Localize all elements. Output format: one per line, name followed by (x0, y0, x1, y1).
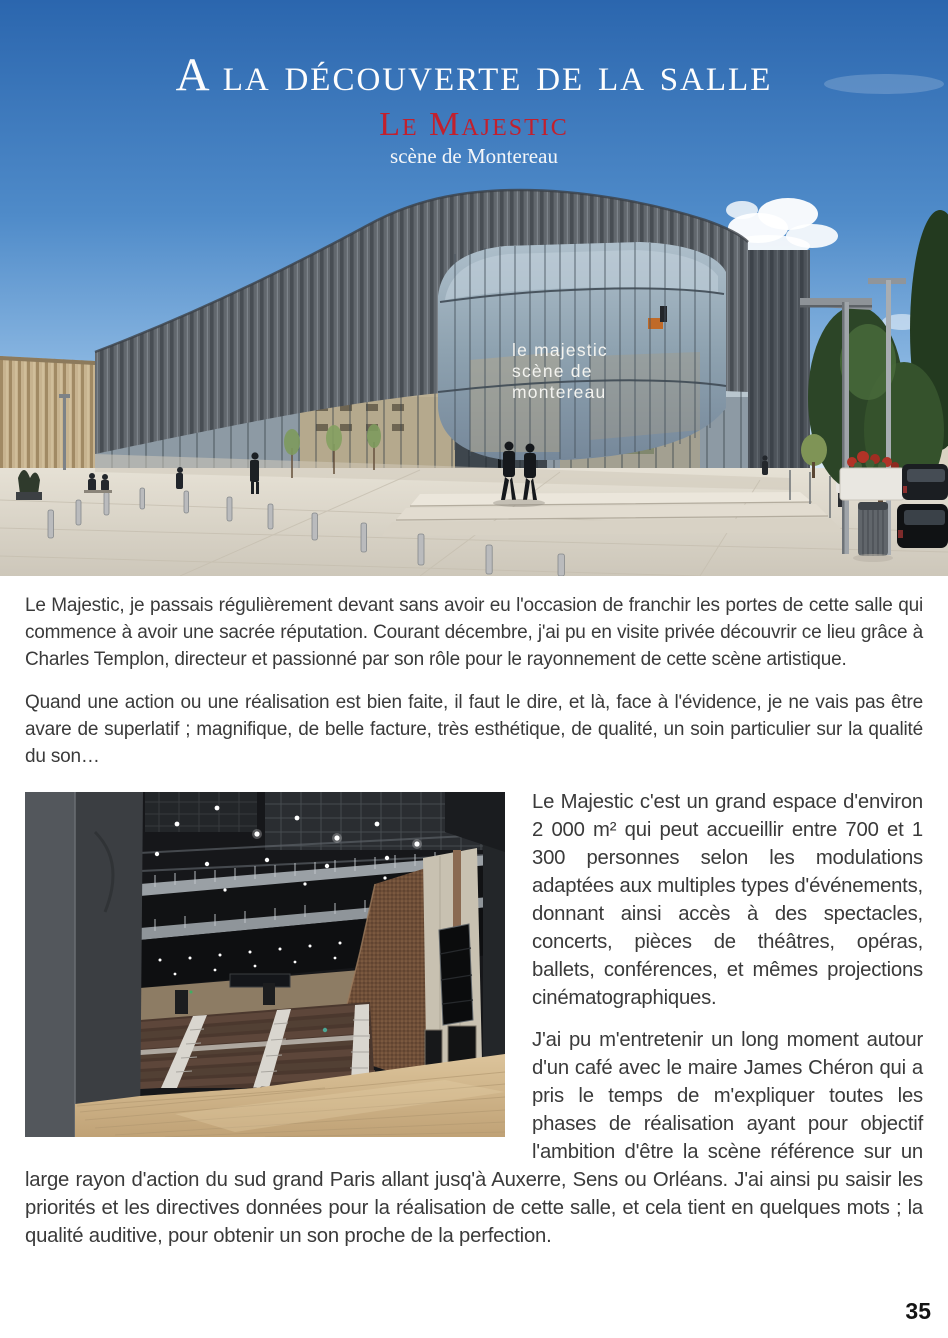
exterior-photo-art (0, 0, 948, 576)
venue-name: Le Majestic (379, 106, 569, 143)
paragraph-1: Le Majestic, je passais régulièrement devant sans avoir eu l'occasion de franchir les portes de cette salle qui commence à avoir une sacrée réputation. Courant décembre, j'ai pu en visite privée découvrir ce lieu grâce à Charles Templon, directeur et passionné par son rôle pour le rayonnement de cette scène artistique. (25, 595, 923, 670)
wrap-section (25, 788, 923, 1264)
interior-photo-art (25, 792, 505, 1137)
right-wing (748, 250, 810, 480)
trash-bin (853, 502, 893, 562)
page-title: A la découverte de la salle (175, 49, 773, 101)
signage-line-2: scène de (512, 361, 593, 381)
curved-glass (438, 242, 726, 460)
exterior-photo (0, 0, 948, 576)
paragraph-3: Le Majestic c'est un grand espace d'environ 2 000 m² qui peut accueillir entre 700 et 1 300 personnes selon les modulations adaptées aux multiples types d'événements, donnant ainsi accès à des spectacles, concerts, pièces de théâtres, opéras, ballets, conférences, et mêmes projections cinématographiques. (532, 791, 923, 1009)
venue-subtitle: scène de Montereau (390, 144, 558, 168)
article-body (0, 592, 948, 1264)
paragraph-4: J'ai pu m'entretenir un long moment autour d'un café avec le maire James Chéron qui a pris le temps de m'expliquer toutes les phases de réalisation ayant pour objectif l'ambition d'être la scène référence sur un large rayon d'action du sud grand Paris allant jusq'à Auxerre, Sens ou Orléans. J'ai ainsi pu saisir les priorités et les directives données pour la réalisation de cette salle, et cela tient en quelques mots ; la qualité auditive, pour obtenir un son proche de la perfection. (25, 1029, 923, 1247)
paragraph-2: Quand une action ou une réalisation est bien faite, il faut le dire, et là, face à l'évidence, je ne vais pas être avare de superlatif ; magnifique, de belle facture, très esthétique, de qualité, un soin particulier sur la qualité du son… (25, 692, 923, 767)
parked-cars (897, 464, 948, 548)
stage-left-wall (25, 792, 143, 1137)
signage-line-1: le majestic (512, 340, 608, 360)
page-number: 35 (905, 1298, 931, 1324)
signage-line-3: montereau (512, 382, 607, 402)
interior-photo (25, 792, 505, 1137)
